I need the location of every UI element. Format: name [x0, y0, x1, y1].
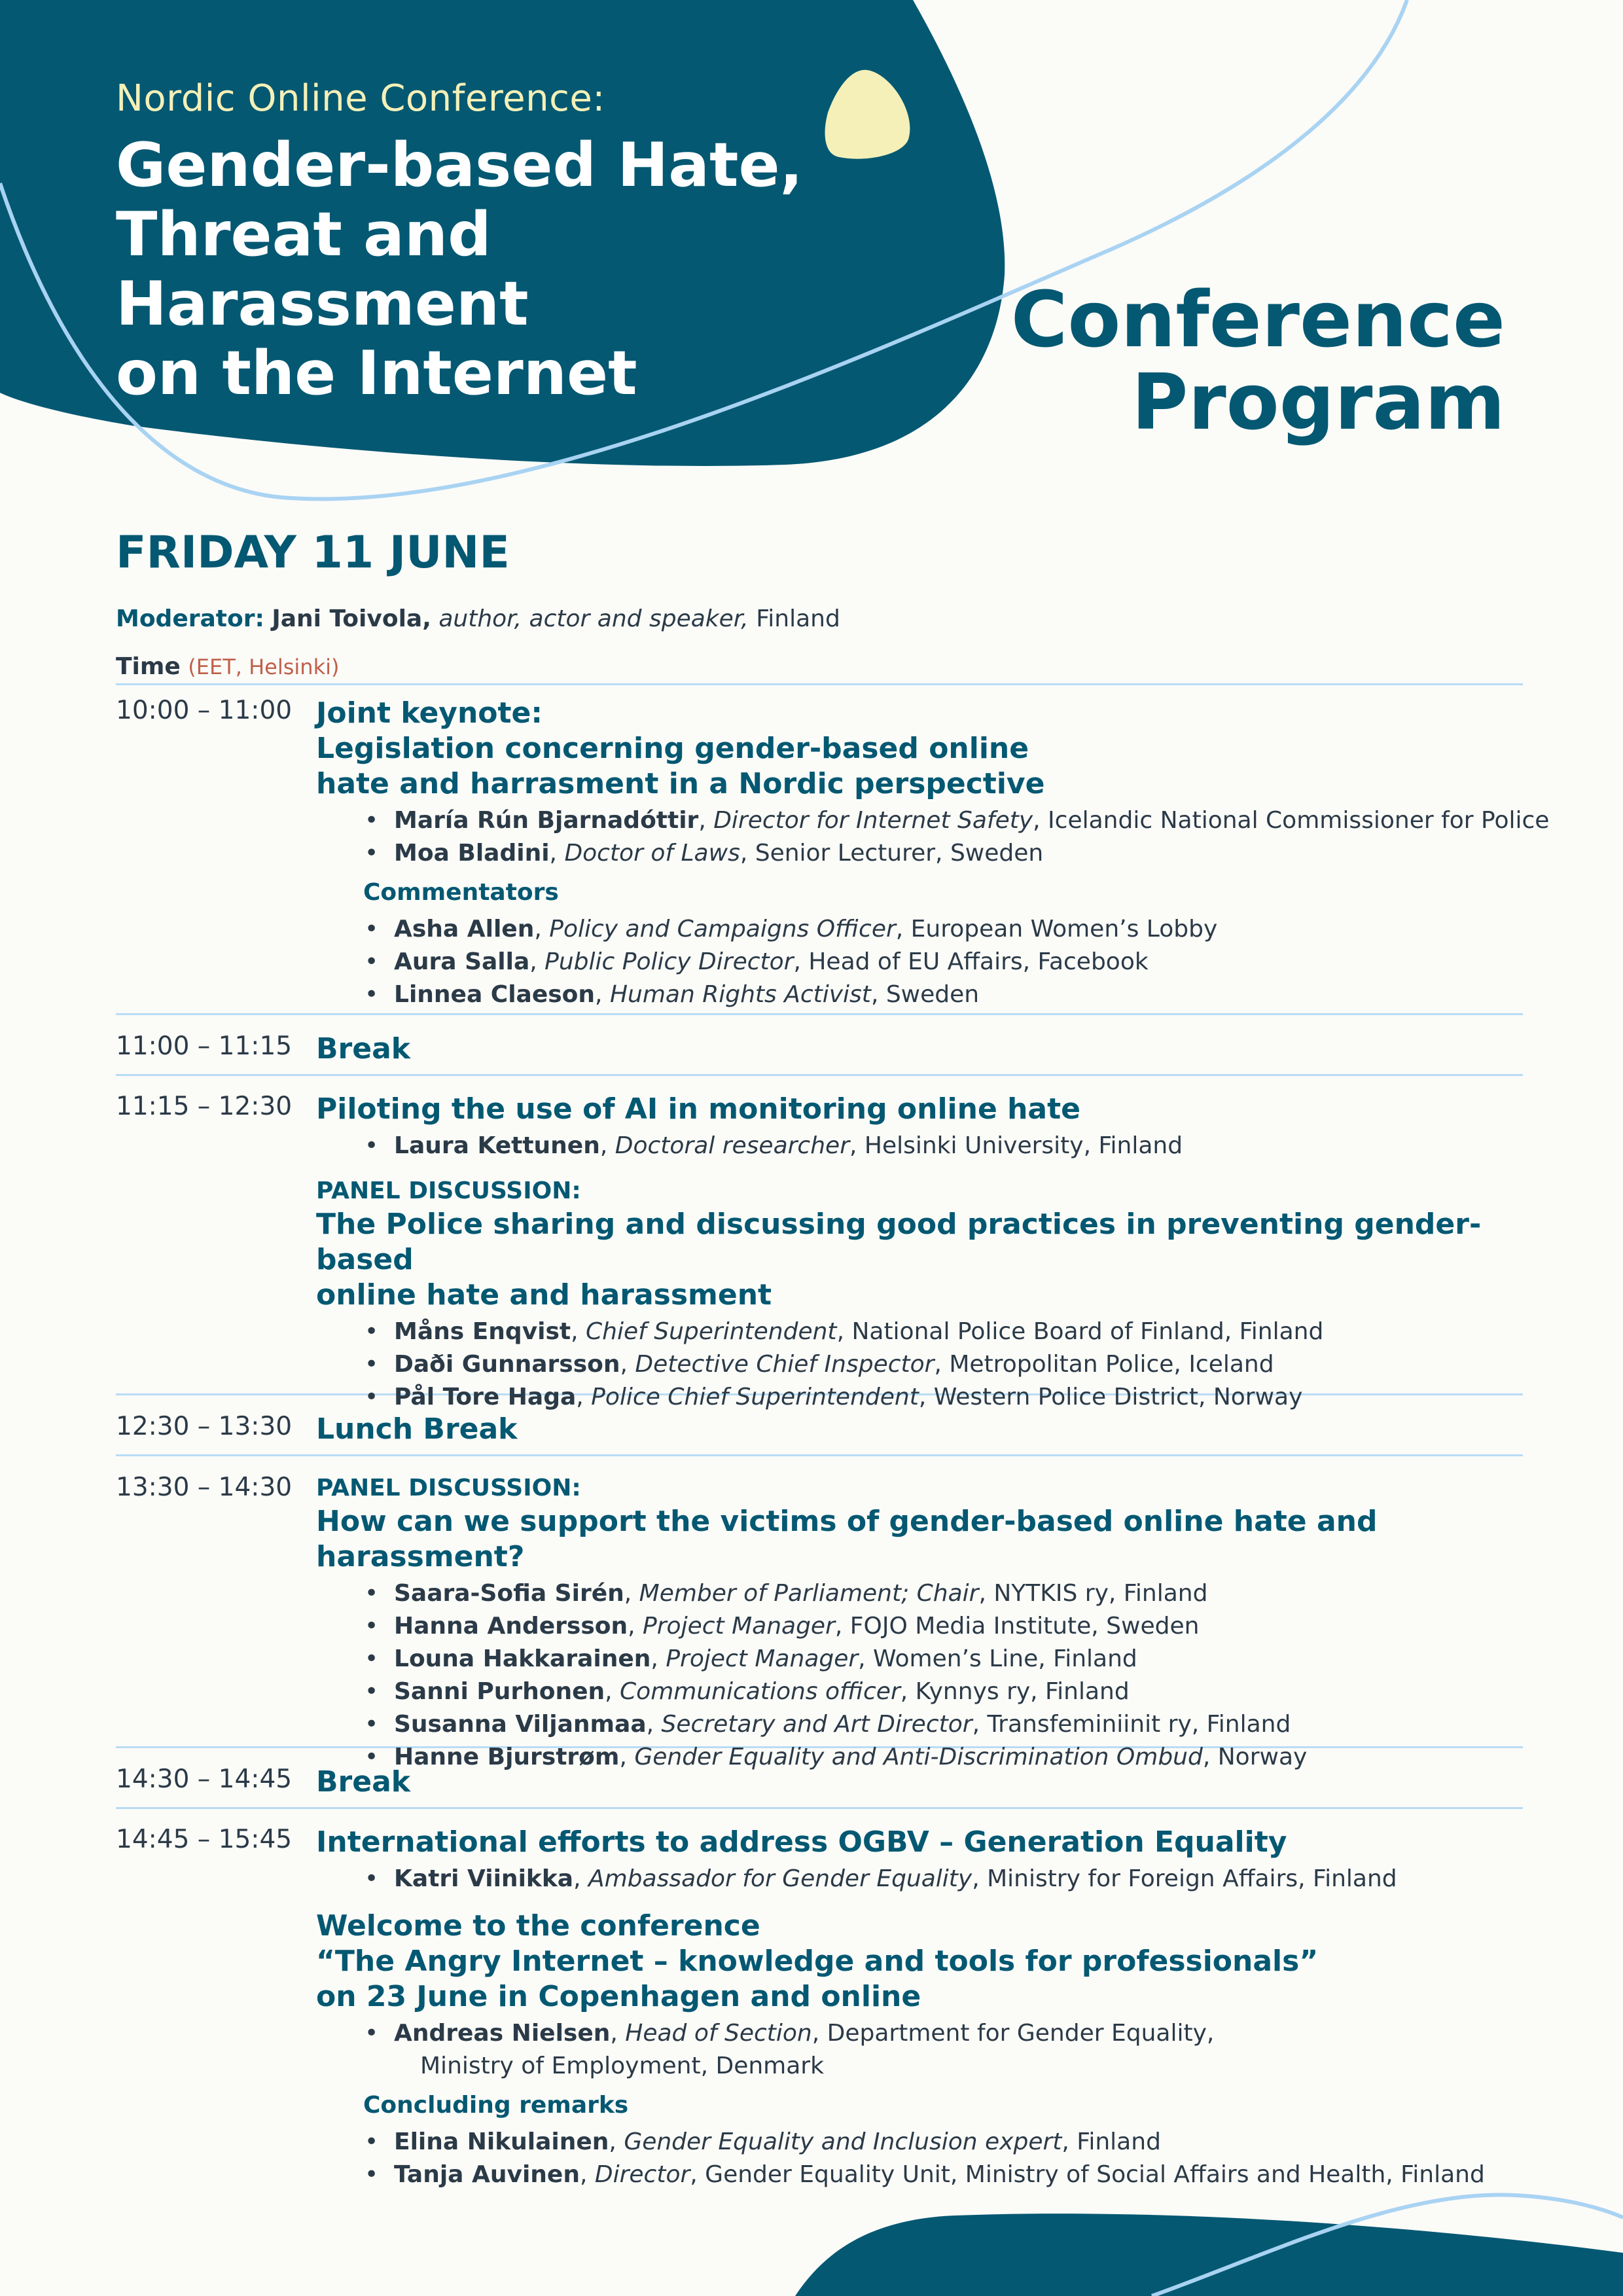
- time-header: [116, 653, 339, 680]
- speaker-item: • Pål Tore Haga, Police Chief Superintendent, Western Police District, Norway: [316, 1381, 1533, 1414]
- commentator-list: [316, 913, 1533, 1011]
- speaker-item: • Linnea Claeson, Human Rights Activist, Sweden: [316, 978, 1533, 1011]
- speaker-item: • Louna Hakkarainen, Project Manager, Women’s Line, Finland: [316, 1643, 1533, 1676]
- conference-title: Gender-based Hate, Threat and Harassment on the Internet: [116, 130, 803, 408]
- speaker-organization: , FOJO Media Institute, Sweden: [834, 1613, 1200, 1640]
- slot-heading: Joint keynote: Legislation concerning gender-based online hate and harrasment in a Nordic perspective: [316, 696, 1045, 800]
- speaker-organization: , Finland: [1061, 2128, 1161, 2155]
- welcome-speaker-list: [316, 2017, 1533, 2083]
- speaker-role: Human Rights Activist: [609, 981, 871, 1008]
- slot-time: 14:30 – 14:45: [116, 1765, 293, 1794]
- speaker-organization: , Sweden: [870, 981, 980, 1008]
- speaker-name: Hanna Andersson: [394, 1613, 628, 1640]
- panel-speaker-list: [316, 1316, 1533, 1414]
- moderator-line: [116, 605, 840, 632]
- speaker-name: Louna Hakkarainen: [394, 1645, 651, 1672]
- speaker-organization: , Department for Gender Equality,: [812, 2020, 1215, 2047]
- speaker-role: Gender Equality and Anti-Discrimination Ombud: [634, 1744, 1203, 1770]
- slot-content: [316, 1031, 1533, 1067]
- slot-content: [316, 1092, 1533, 1414]
- speaker-organization: , Kynnys ry, Finland: [900, 1678, 1130, 1705]
- speaker-name: Måns Enqvist: [394, 1318, 571, 1345]
- timezone-label: (EET, Helsinki): [188, 655, 340, 679]
- speaker-item: • Tanja Auvinen, Director, Gender Equality Unit, Ministry of Social Affairs and Health, Finland: [316, 2159, 1533, 2191]
- moderator-label: Moderator:: [116, 605, 264, 632]
- speaker-role: Director for Internet Safety: [713, 807, 1033, 834]
- speaker-role: Secretary and Art Director: [661, 1711, 972, 1738]
- speaker-organization: , European Women’s Lobby: [895, 916, 1218, 942]
- speaker-name: Aura Salla: [394, 948, 530, 975]
- speaker-name: Katri Viinikka: [394, 1865, 574, 1892]
- slot-time: 10:00 – 11:00: [116, 696, 293, 725]
- speaker-item: • Daði Gunnarsson, Detective Chief Inspector, Metropolitan Police, Iceland: [316, 1348, 1533, 1381]
- panel-heading: The Police sharing and discussing good practices in preventing gender-based online hate and harassment: [316, 1208, 1482, 1312]
- slot-time: 13:30 – 14:30: [116, 1473, 293, 1502]
- speaker-organization: , Ministry for Foreign Affairs, Finland: [972, 1865, 1397, 1892]
- speaker-role: Detective Chief Inspector: [635, 1351, 935, 1378]
- speaker-role: Gender Equality and Inclusion expert: [624, 2128, 1062, 2155]
- slot-heading: Lunch Break: [316, 1412, 518, 1446]
- welcome-heading: Welcome to the conference “The Angry Internet – knowledge and tools for professionals” on 23 June in Copenhagen and online: [316, 1909, 1319, 2013]
- slot-content: [316, 1473, 1533, 1774]
- speaker-item: • Aura Salla, Public Policy Director, Head of EU Affairs, Facebook: [316, 946, 1533, 978]
- speaker-role: Project Manager: [666, 1645, 859, 1672]
- speaker-role: Communications officer: [620, 1678, 901, 1705]
- slot-heading: Break: [316, 1032, 411, 1066]
- speaker-item: • Sanni Purhonen, Communications officer, Kynnys ry, Finland: [316, 1676, 1533, 1708]
- speaker-organization-line2: Ministry of Employment, Denmark: [420, 2053, 824, 2079]
- speaker-item: • Hanne Bjurstrøm, Gender Equality and Anti-Discrimination Ombud, Norway: [316, 1741, 1533, 1774]
- speaker-organization: , Transfeminiinit ry, Finland: [972, 1711, 1291, 1738]
- speaker-organization: , Women’s Line, Finland: [858, 1645, 1137, 1672]
- speaker-list: [316, 1130, 1533, 1162]
- commentators-label: Commentators: [363, 879, 559, 906]
- concluding-speaker-list: [316, 2126, 1533, 2191]
- program-title: Conference Program: [1010, 274, 1505, 447]
- speaker-item: • Hanna Andersson, Project Manager, FOJO Media Institute, Sweden: [316, 1610, 1533, 1643]
- divider: [116, 683, 1523, 685]
- speaker-role: Project Manager: [643, 1613, 835, 1640]
- speaker-organization: , Senior Lecturer, Sweden: [740, 840, 1044, 867]
- divider: [116, 1074, 1523, 1076]
- speaker-name: Elina Nikulainen: [394, 2128, 609, 2155]
- speaker-role: Doctoral researcher: [615, 1132, 849, 1159]
- speaker-item: • Susanna Viljanmaa, Secretary and Art Director, Transfeminiinit ry, Finland: [316, 1708, 1533, 1741]
- speaker-name: Daði Gunnarsson: [394, 1351, 620, 1378]
- speaker-organization: , Metropolitan Police, Iceland: [934, 1351, 1274, 1378]
- speaker-organization: , Gender Equality Unit, Ministry of Social Affairs and Health, Finland: [690, 2161, 1485, 2188]
- speaker-role: Policy and Campaigns Officer: [549, 916, 896, 942]
- conference-subtitle: Nordic Online Conference:: [116, 77, 605, 120]
- speaker-name: Tanja Auvinen: [394, 2161, 580, 2188]
- speaker-name: Saara-Sofia Sirén: [394, 1580, 624, 1607]
- speaker-organization: , Norway: [1202, 1744, 1308, 1770]
- speaker-name: Asha Allen: [394, 916, 535, 942]
- slot-heading: How can we support the victims of gender-based online hate and harassment?: [316, 1505, 1378, 1573]
- speaker-list: [316, 1863, 1533, 1895]
- moderator-role: author, actor and speaker,: [438, 605, 749, 632]
- speaker-role: Head of Section: [625, 2020, 812, 2047]
- speaker-organization: , NYTKIS ry, Finland: [978, 1580, 1208, 1607]
- moderator-name: Jani Toivola,: [272, 605, 431, 632]
- speaker-organization: , Head of EU Affairs, Facebook: [793, 948, 1149, 975]
- speaker-role: Director: [594, 2161, 690, 2188]
- speaker-item: • Laura Kettunen, Doctoral researcher, Helsinki University, Finland: [316, 1130, 1533, 1162]
- speaker-role: Doctor of Laws: [564, 840, 740, 867]
- divider: [116, 1807, 1523, 1809]
- speaker-role: Member of Parliament; Chair: [639, 1580, 979, 1607]
- speaker-item: • Asha Allen, Policy and Campaigns Officer, European Women’s Lobby: [316, 913, 1533, 946]
- panel-label: PANEL DISCUSSION:: [316, 1177, 581, 1204]
- time-label: Time: [116, 653, 181, 680]
- speaker-role: Public Policy Director: [544, 948, 794, 975]
- speaker-organization: , Western Police District, Norway: [918, 1384, 1303, 1410]
- divider: [116, 1013, 1523, 1015]
- speaker-name: Linnea Claeson: [394, 981, 596, 1008]
- slot-heading: International efforts to address OGBV – Generation Equality: [316, 1825, 1287, 1859]
- slot-content: [316, 696, 1550, 1011]
- speaker-organization: , Helsinki University, Finland: [849, 1132, 1183, 1159]
- divider: [116, 1454, 1523, 1456]
- speaker-name: María Rún Bjarnadóttir: [394, 807, 699, 834]
- day-heading: FRIDAY 11 JUNE: [116, 527, 510, 579]
- slot-heading: Piloting the use of AI in monitoring online hate: [316, 1092, 1080, 1126]
- speaker-item: • Moa Bladini, Doctor of Laws, Senior Lecturer, Sweden: [316, 837, 1533, 870]
- slot-time: 12:30 – 13:30: [116, 1412, 293, 1441]
- concluding-remarks-label: Concluding remarks: [363, 2092, 629, 2119]
- speaker-list: [316, 1577, 1533, 1774]
- panel-label: PANEL DISCUSSION:: [316, 1475, 581, 1501]
- slot-content: [316, 1825, 1533, 2191]
- speaker-item: • Andreas Nielsen, Head of Section, Department for Gender Equality, Ministry of Employment, Denmark: [316, 2017, 1533, 2083]
- speaker-organization: , National Police Board of Finland, Finland: [836, 1318, 1324, 1345]
- speaker-role: Ambassador for Gender Equality: [588, 1865, 972, 1892]
- slot-time: 14:45 – 15:45: [116, 1825, 293, 1854]
- speaker-name: Sanni Purhonen: [394, 1678, 605, 1705]
- speaker-name: Laura Kettunen: [394, 1132, 600, 1159]
- speaker-item: • Katri Viinikka, Ambassador for Gender Equality, Ministry for Foreign Affairs, Finland: [316, 1863, 1533, 1895]
- speaker-name: Pål Tore Haga: [394, 1384, 577, 1410]
- speaker-name: Susanna Viljanmaa: [394, 1711, 647, 1738]
- slot-heading: Break: [316, 1765, 411, 1799]
- speaker-name: Andreas Nielsen: [394, 2020, 611, 2047]
- speaker-item: • Elina Nikulainen, Gender Equality and Inclusion expert, Finland: [316, 2126, 1533, 2159]
- speaker-name: Hanne Bjurstrøm: [394, 1744, 620, 1770]
- speaker-item: • Saara-Sofia Sirén, Member of Parliament; Chair, NYTKIS ry, Finland: [316, 1577, 1533, 1610]
- moderator-country: Finland: [756, 605, 840, 632]
- speaker-item: • María Rún Bjarnadóttir, Director for Internet Safety, Icelandic National Commissioner for Police: [316, 804, 1533, 837]
- slot-time: 11:15 – 12:30: [116, 1092, 293, 1121]
- speaker-organization: , Icelandic National Commissioner for Police: [1033, 807, 1550, 834]
- footer-blob: [795, 2214, 1623, 2296]
- speaker-name: Moa Bladini: [394, 840, 550, 867]
- speaker-item: • Måns Enqvist, Chief Superintendent, National Police Board of Finland, Finland: [316, 1316, 1533, 1348]
- slot-content: [316, 1412, 1533, 1447]
- speaker-role: Chief Superintendent: [586, 1318, 837, 1345]
- speaker-list: [316, 804, 1550, 870]
- conference-header: [116, 77, 901, 408]
- slot-content: [316, 1765, 1533, 1800]
- slot-time: 11:00 – 11:15: [116, 1031, 293, 1061]
- speaker-role: Police Chief Superintendent: [591, 1384, 919, 1410]
